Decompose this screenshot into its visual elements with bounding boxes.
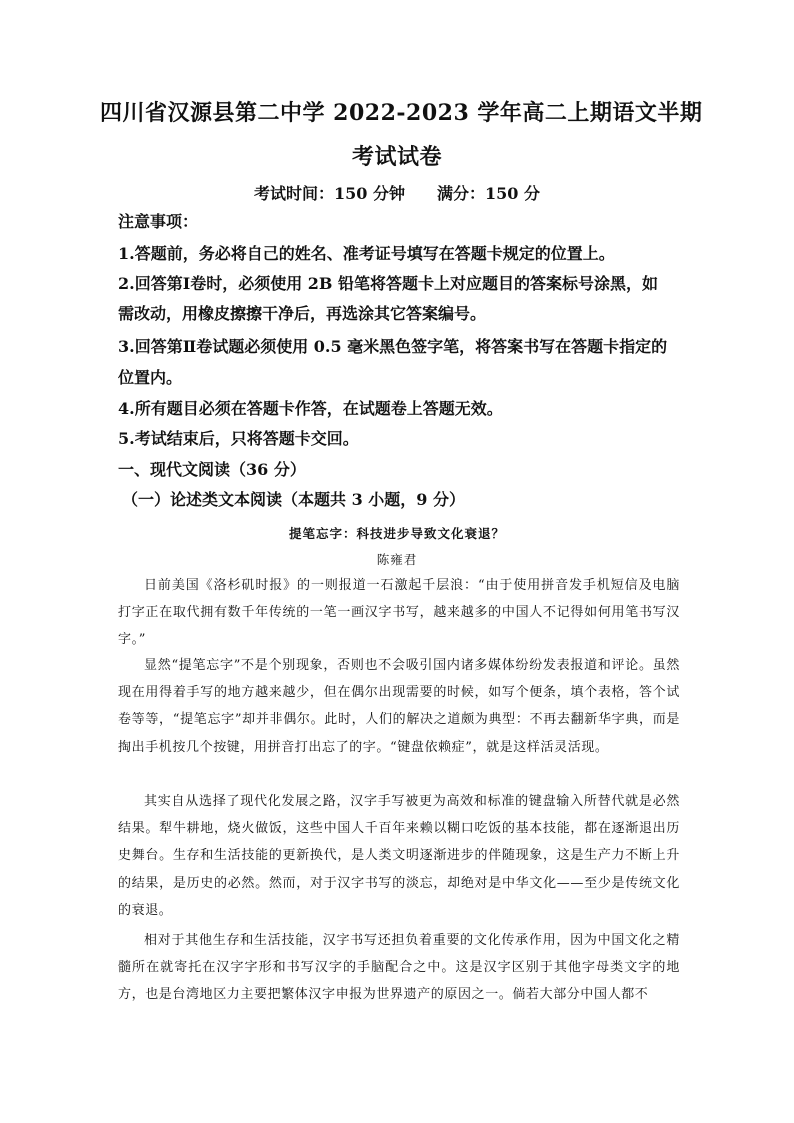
- notice-item: 4.所有题目必须在答题卡作答，在试题卷上答题无效。: [118, 399, 503, 418]
- notice-item: 2.回答第Ⅰ卷时，必须使用 2B 铅笔将答题卡上对应题目的答案标号涂黑，如: [118, 274, 658, 293]
- notice-item: 3.回答第Ⅱ卷试题必须使用 0.5 毫米黑色签字笔，将答案书写在答题卡指定的: [118, 337, 668, 356]
- notice-item: 位置内。: [118, 368, 183, 387]
- subsection-heading: （一）论述类文本阅读（本题共 3 小题，9 分）: [122, 490, 465, 509]
- article-paragraph: 显然“提笔忘字”不是个别现象，否则也不会吸引国内诸多媒体纷纷发表报道和评论。虽然现在用得着手写的地方越来越少，但在偶尔出现需要的时候，如写个便条，填个表格，答个试卷等等，“提笔忘字”却并非偶尔。此时，人们的解决之道颇为典型：不再去翻新华字典，而是掏出手机按几个按键，用拼音打出忘了的字。“键盘依赖症”，就是这样活灵活现。: [118, 658, 680, 755]
- exam-meta: [0, 181, 794, 204]
- notice-item: 需改动，用橡皮擦擦干净后，再选涂其它答案编号。: [118, 304, 487, 323]
- article-paragraph: 相对于其他生存和生活技能，汉字书写还担负着重要的文化传承作用，因为中国文化之精髓所在就寄托在汉字字形和书写汉字的手脑配合之中。这是汉字区别于其他字母类文字的地方，也是台湾地区力主要把繁体汉字申报为世界遗产的原因之一。倘若大部分中国人都不: [118, 933, 680, 1003]
- exam-title-line-2: 考试试卷: [351, 144, 442, 170]
- exam-title-line-1: 四川省汉源县第二中学 2022-2023 学年高二上期语文半期: [100, 100, 703, 126]
- article-paragraph: 日前美国《洛杉矶时报》的一则报道一石激起千层浪：“由于使用拼音发手机短信及电脑打字正在取代拥有数千年传统的一笔一画汉字书写，越来越多的中国人不记得如何用笔书写汉字。”: [118, 578, 680, 648]
- exam-time: 考试时间：150 分钟: [254, 184, 405, 203]
- full-score: 满分：150 分: [437, 184, 540, 203]
- notice-item: 5.考试结束后，只将答题卡交回。: [118, 429, 359, 448]
- notice-heading: 注意事项：: [118, 212, 199, 231]
- article-title: 提笔忘字：科技进步导致文化衰退？: [288, 526, 505, 541]
- article-author: 陈雍君: [376, 552, 418, 567]
- notice-item: 1.答题前，务必将自己的姓名、准考证号填写在答题卡规定的位置上。: [118, 244, 615, 263]
- section-heading: 一、现代文阅读（36 分）: [118, 460, 306, 479]
- article-paragraph: 其实自从选择了现代化发展之路，汉字手写被更为高效和标准的键盘输入所替代就是必然结果。犁牛耕地，烧火做饭，这些中国人千百年来赖以糊口吃饭的基本技能，都在逐渐退出历史舞台。生存和生活技能的更新换代，是人类文明逐渐进步的伴随现象，这是生产力不断上升的结果，是历史的必然。然而，对于汉字书写的淡忘，却绝对是中华文化——至少是传统文化的衰退。: [118, 794, 680, 918]
